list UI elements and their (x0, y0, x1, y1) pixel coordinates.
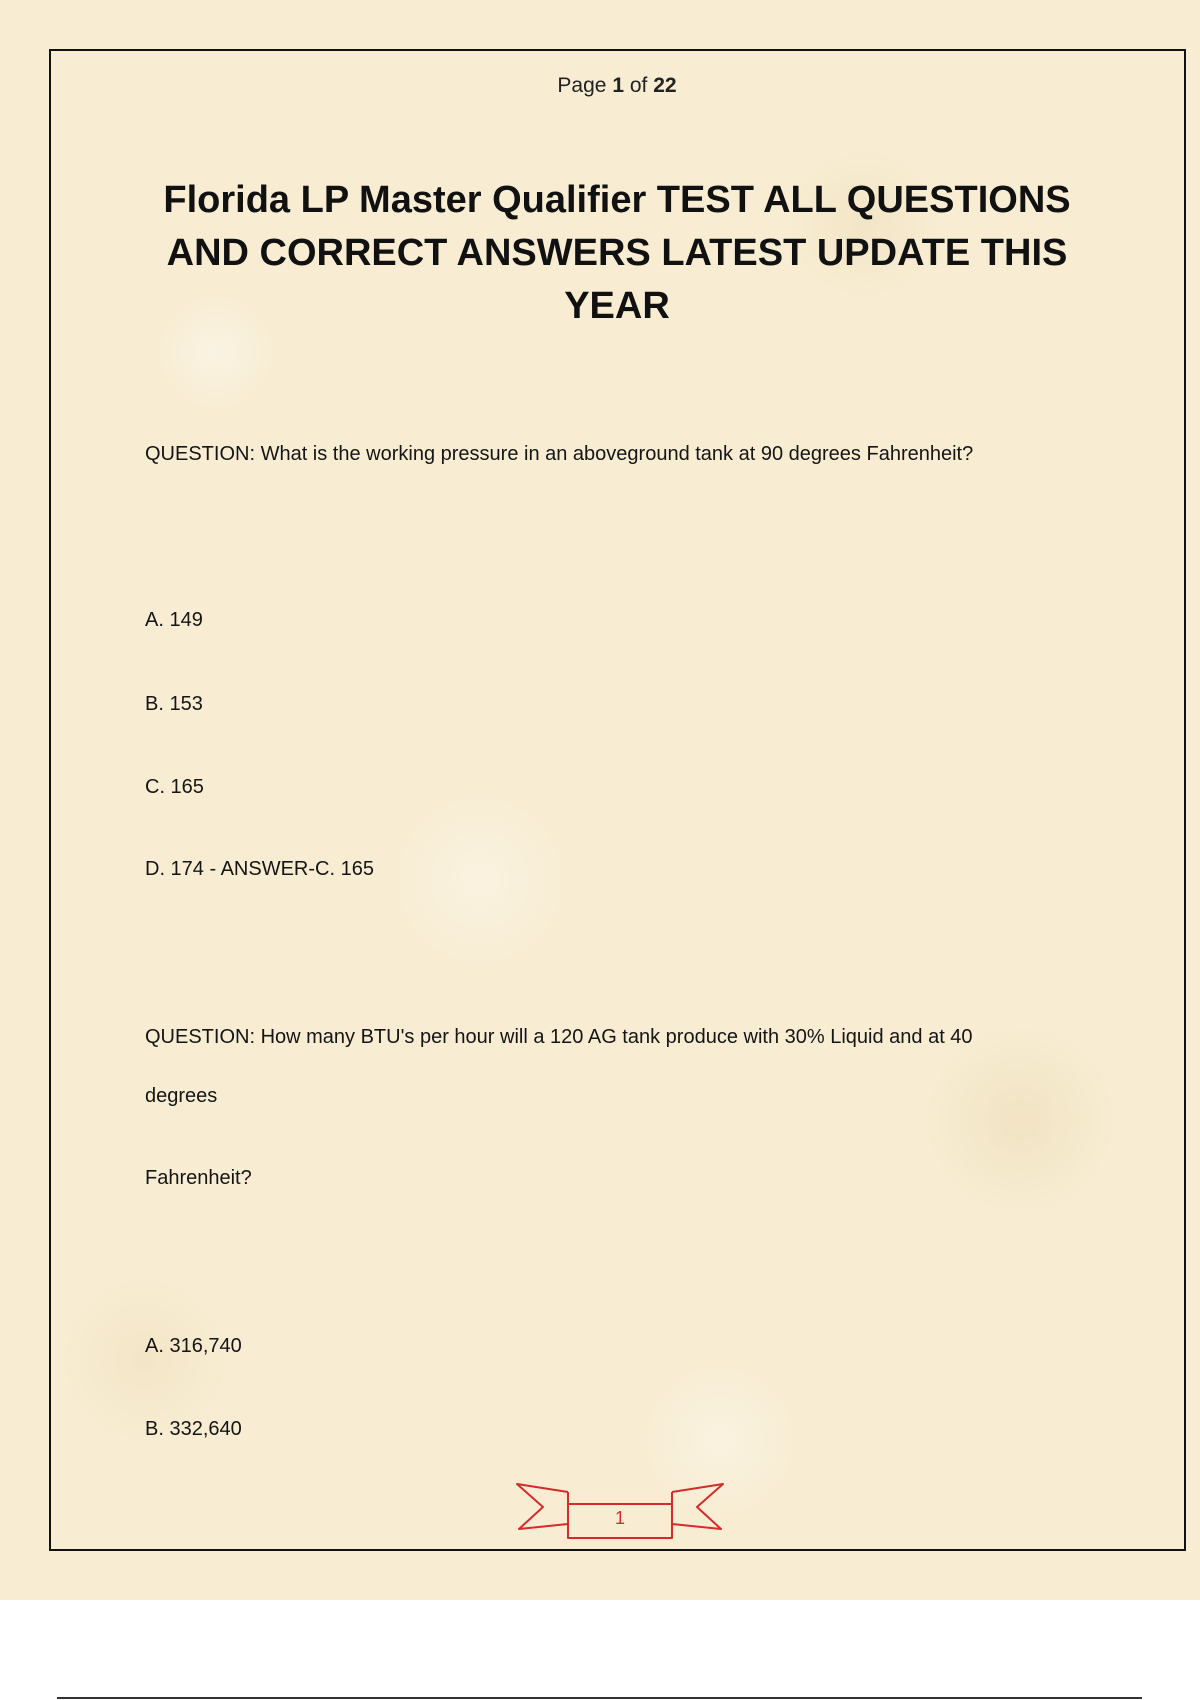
question-1-option-d-answer: D. 174 - ANSWER-C. 165 (145, 858, 374, 880)
page-current: 1 (612, 74, 624, 97)
question-2-text-line-1: QUESTION: How many BTU's per hour will a 120 AG tank produce with 30% Liquid and at 40 (145, 1026, 973, 1048)
page-badge-number: 1 (614, 1508, 625, 1528)
question-2-option-a: A. 316,740 (145, 1335, 242, 1357)
document-title: Florida LP Master Qualifier TEST ALL QUESTIONS AND CORRECT ANSWERS LATEST UPDATE THIS YEAR (163, 179, 1071, 327)
question-1-option-b: B. 153 (145, 693, 203, 715)
question-1-option-a: A. 149 (145, 609, 203, 631)
question-1-text: QUESTION: What is the working pressure in an aboveground tank at 90 degrees Fahrenheit? (145, 443, 974, 465)
question-2-option-b: B. 332,640 (145, 1418, 242, 1440)
question-1-option-c: C. 165 (145, 776, 204, 798)
page-prefix: Page (557, 74, 607, 97)
page-total: 22 (653, 74, 677, 97)
page-of: of (629, 74, 648, 97)
page-indicator (0, 74, 1200, 98)
question-2-text-line-2: degrees (145, 1085, 218, 1107)
footer-divider (57, 1697, 1142, 1699)
question-2-text-line-3: Fahrenheit? (145, 1167, 252, 1189)
